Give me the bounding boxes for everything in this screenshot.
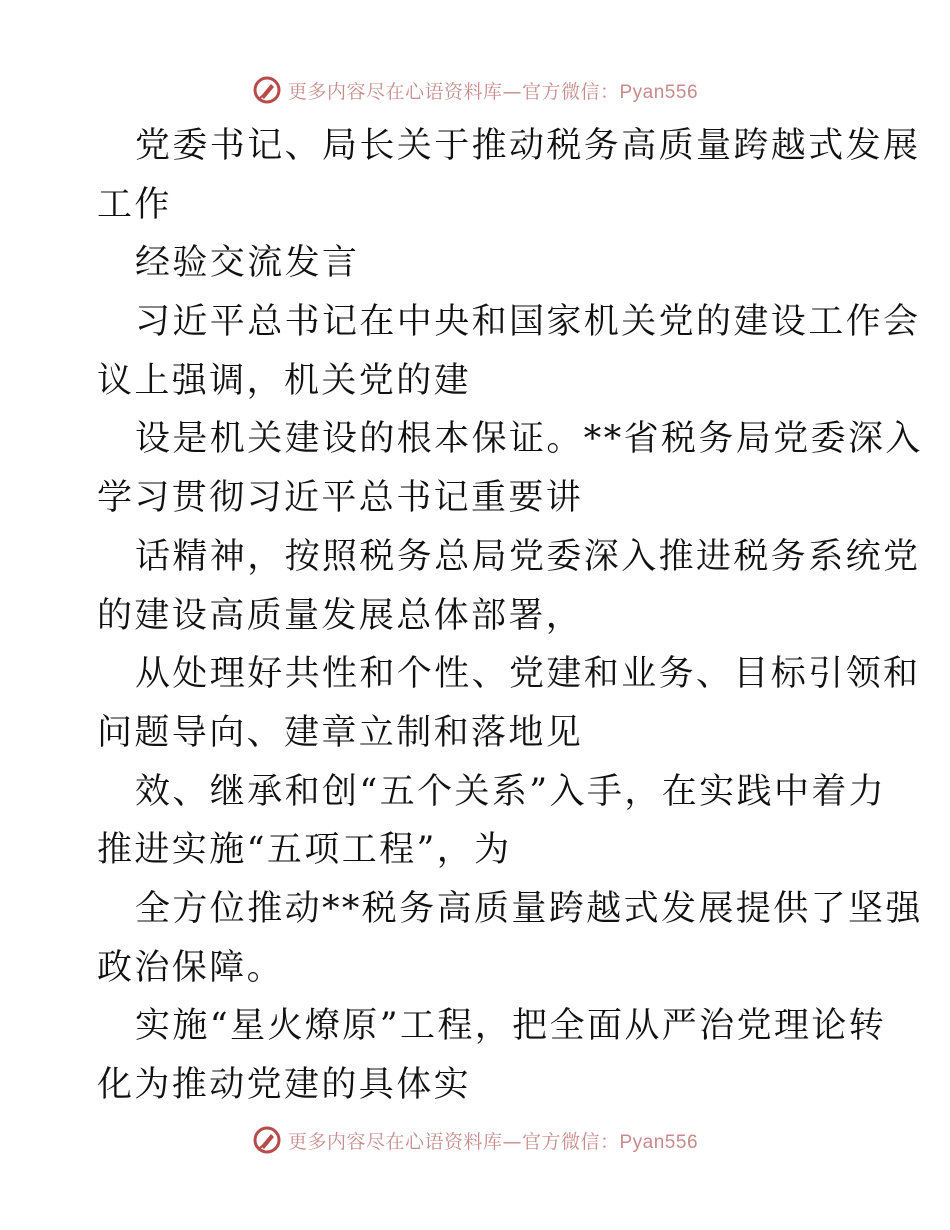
paragraph-line: 设是机关建设的根本保证。**省税务局党委深入	[135, 419, 923, 460]
paragraph-line: 学习贯彻习近平总书记重要讲	[97, 478, 584, 519]
paragraph-line: 化为推动党建的具体实	[97, 1065, 472, 1105]
paragraph-line: 政治保障。	[97, 947, 285, 988]
watermark-id: Pyan556	[619, 1131, 699, 1153]
pen-nib-logo-icon	[252, 75, 282, 105]
document-body	[97, 117, 923, 1115]
paragraph-line: 习近平总书记在中央和国家机关党的建设工作会	[135, 302, 921, 343]
subtitle-line: 经验交流发言	[135, 243, 360, 284]
footer-watermark	[0, 1120, 950, 1160]
watermark-id: Pyan556	[619, 81, 699, 103]
watermark-text: 更多内容尽在心语资料库—官方微信：Pyan556	[287, 80, 699, 103]
header-watermark	[0, 70, 950, 110]
paragraph-line: 全方位推动**税务高质量跨越式发展提供了坚强	[135, 888, 923, 929]
paragraph-line: 推进实施“五项工程”，为	[97, 830, 512, 871]
pen-nib-logo-icon	[252, 1125, 282, 1155]
paragraph-line: 实施“星火燎原”工程，把全面从严治党理论转	[135, 1006, 887, 1047]
paragraph-line: 的建设高质量发展总体部署，	[97, 595, 584, 636]
paragraph-line: 从处理好共性和个性、党建和业务、目标引领和	[135, 654, 921, 695]
watermark-text: 更多内容尽在心语资料库—官方微信：Pyan556	[287, 1130, 699, 1153]
paragraph-line: 效、继承和创“五个关系”入手，在实践中着力	[135, 771, 887, 812]
paragraph-line: 话精神，按照税务总局党委深入推进税务系统党	[135, 536, 921, 577]
paragraph-line: 议上强调，机关党的建	[97, 360, 472, 401]
paragraph-line: 问题导向、建章立制和落地见	[97, 712, 584, 753]
title-line-2: 工作	[97, 184, 172, 225]
title-line-1: 党委书记、局长关于推动税务高质量跨越式发展	[135, 126, 921, 166]
